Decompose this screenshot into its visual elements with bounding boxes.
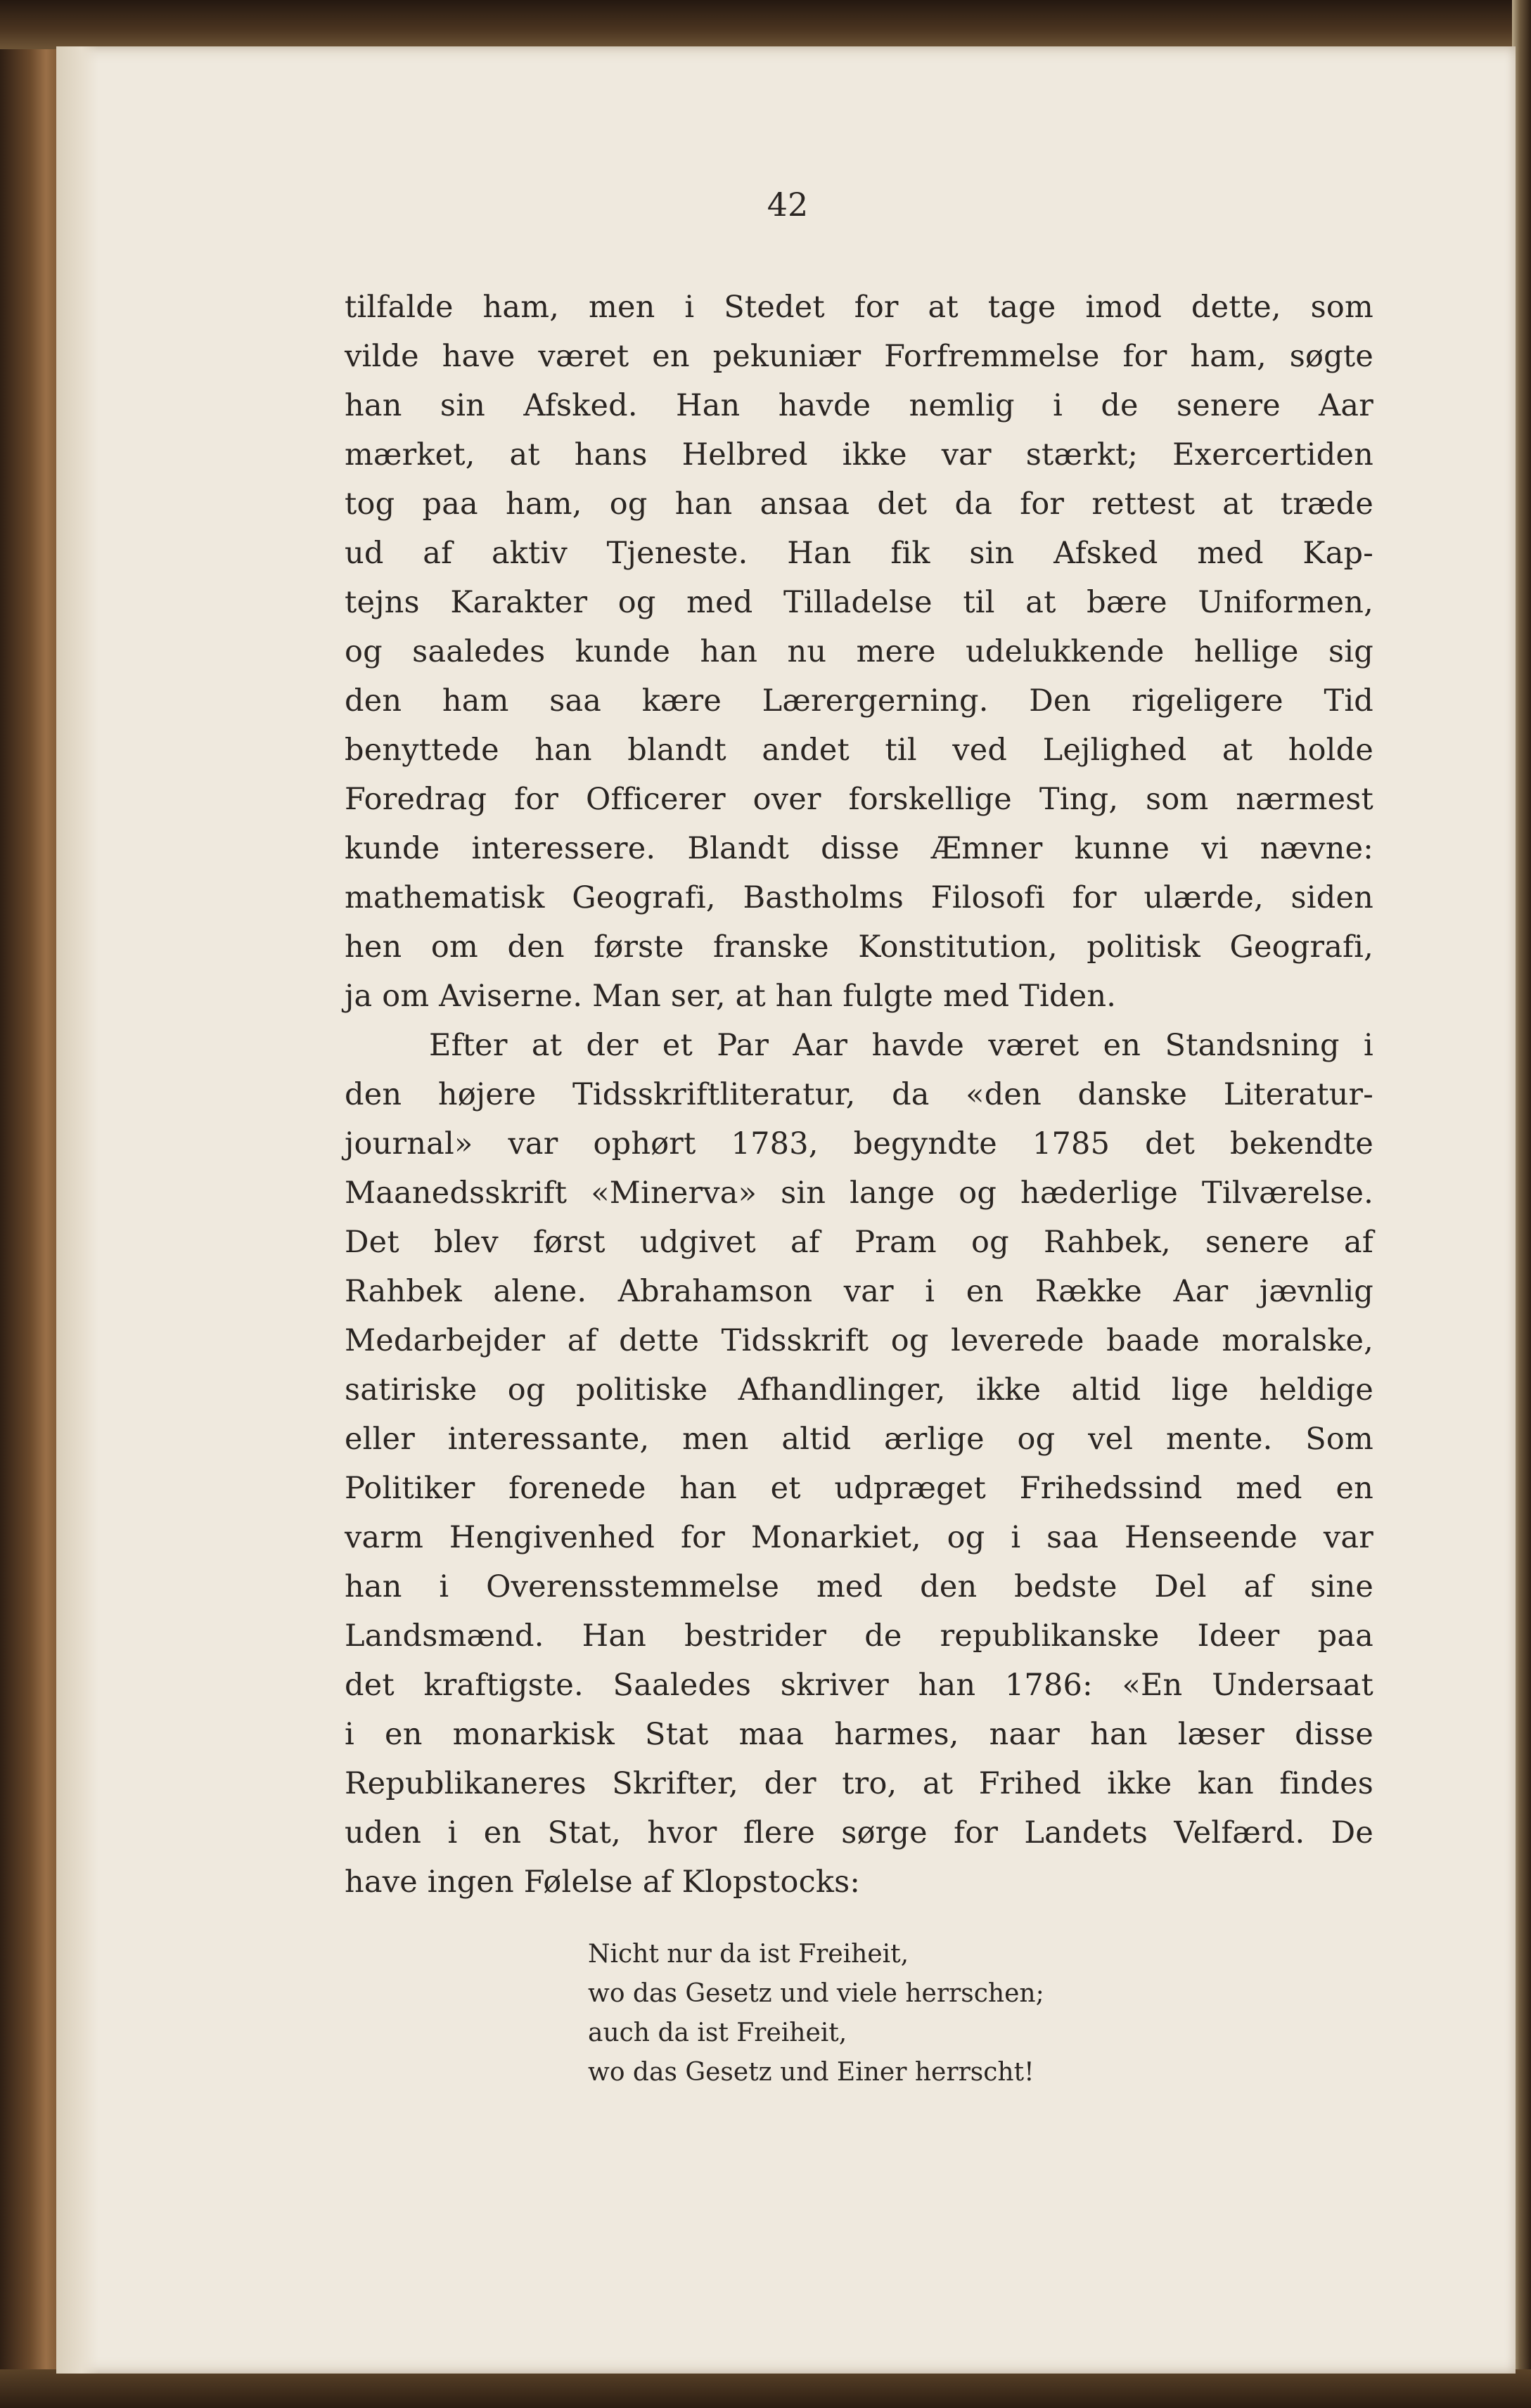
book-cover-bottom-edge [0, 2369, 1531, 2408]
text-line: Politiker forenede han et udpræget Frihedssind med en [345, 1471, 1373, 1506]
text-line: hen om den første franske Konstitution, politisk Geografi, [345, 929, 1373, 965]
text-line: ja om Aviserne. Man ser, at han fulgte med Tiden. [345, 979, 1117, 1014]
text-line: mathematisk Geografi, Bastholms Filosofi for ulærde, siden [345, 880, 1373, 915]
text-line: varm Hengivenhed for Monarkiet, og i saa Henseende var [345, 1520, 1373, 1555]
text-line: uden i en Stat, hvor flere sørge for Landets Velfærd. De [345, 1815, 1373, 1850]
text-line: i en monarkisk Stat maa harmes, naar han læser disse [345, 1717, 1373, 1752]
text-line: han sin Afsked. Han havde nemlig i de senere Aar [345, 388, 1373, 423]
verse-line: auch da ist Freiheit, [588, 2019, 847, 2047]
text-line: tejns Karakter og med Tilladelse til at bære Uniformen, [345, 585, 1373, 620]
text-line: tilfalde ham, men i Stedet for at tage imod dette, som [345, 290, 1373, 325]
text-line: eller interessante, men altid ærlige og vel mente. Som [345, 1422, 1373, 1457]
paragraph-1 [345, 283, 1373, 1021]
verse-line: wo das Gesetz und Einer herrscht! [588, 2058, 1034, 2087]
text-line: journal» var ophørt 1783, begyndte 1785 det bekendte [345, 1126, 1373, 1161]
text-line: Medarbejder af dette Tidsskrift og leverede baade moralske, [345, 1323, 1373, 1358]
body-text [345, 283, 1373, 1907]
text-line: benyttede han blandt andet til ved Lejlighed at holde [345, 733, 1373, 768]
text-line: Republikaneres Skrifter, der tro, at Frihed ikke kan findes [345, 1766, 1373, 1801]
text-line: den ham saa kære Lærergerning. Den rigeligere Tid [345, 683, 1373, 719]
page-number: 42 [767, 186, 809, 224]
text-line: Efter at der et Par Aar havde været en Standsning i [429, 1028, 1373, 1063]
verse-line: wo das Gesetz und viele herrschen; [588, 1979, 1044, 2008]
text-line: tog paa ham, og han ansaa det da for rettest at træde [345, 487, 1373, 522]
verse-quotation [588, 1935, 1221, 2092]
text-line: vilde have været en pekuniær Forfremmelse for ham, søgte [345, 339, 1373, 374]
text-line: det kraftigste. Saaledes skriver han 1786: «En Undersaat [345, 1668, 1373, 1703]
text-line: han i Overensstemmelse med den bedste Del af sine [345, 1569, 1373, 1604]
text-line: kunde interessere. Blandt disse Æmner kunne vi nævne: [345, 831, 1373, 866]
text-line: Foredrag for Officerer over forskellige Ting, som nærmest [345, 782, 1373, 817]
text-line: og saaledes kunde han nu mere udelukkende hellige sig [345, 634, 1373, 669]
text-line: have ingen Følelse af Klopstocks: [345, 1865, 861, 1900]
text-line: mærket, at hans Helbred ikke var stærkt; Exercertiden [345, 437, 1373, 472]
text-line: den højere Tidsskriftliteratur, da «den danske Literatur- [345, 1077, 1373, 1112]
text-line: Landsmænd. Han bestrider de republikanske Ideer paa [345, 1618, 1373, 1654]
text-line: Maanedsskrift «Minerva» sin lange og hæderlige Tilværelse. [345, 1176, 1373, 1211]
text-line: satiriske og politiske Afhandlinger, ikke altid lige heldige [345, 1372, 1373, 1408]
page-gutter [56, 46, 98, 2374]
verse-line: Nicht nur da ist Freiheit, [588, 1940, 909, 1969]
text-line: Det blev først udgivet af Pram og Rahbek, senere af [345, 1225, 1373, 1260]
text-line: ud af aktiv Tjeneste. Han fik sin Afsked med Kap- [345, 536, 1373, 571]
paragraph-2 [345, 1021, 1373, 1907]
book-cover-top-edge [0, 0, 1531, 49]
text-line: Rahbek alene. Abrahamson var i en Række Aar jævnlig [345, 1274, 1373, 1309]
